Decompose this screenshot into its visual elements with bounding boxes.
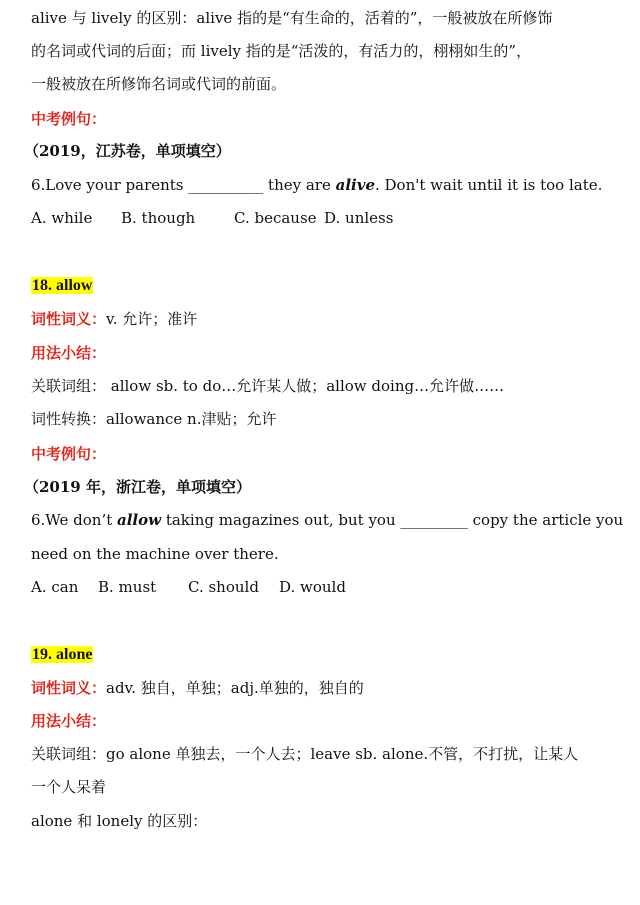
intro-line-3: 一般被放在所修饰名词或代词的前面。 (31, 75, 287, 93)
question-1-keyword: alive (335, 176, 375, 194)
entry-18-phrases: 关联词组： allow sb. to do…允许某人做；allow doing…允许做…… (31, 377, 505, 395)
question-1-stem (31, 175, 602, 195)
question-2-stem-part-b: taking magazines out, but you _________ copy the article you (161, 511, 624, 529)
question-1-stem-part-b: . Don't wait until it is too late. (374, 176, 603, 194)
question-1-option-d: D. unless (324, 209, 394, 227)
usage-summary-label-18: 用法小结： (31, 344, 107, 362)
question-1-option-b: B. though (121, 209, 196, 227)
entry-19-header (31, 644, 93, 665)
entry-19-phrases-line-1: 关联词组：go alone 单独去，一个人去；leave sb. alone.不管，不打扰，让某人 (31, 745, 579, 763)
entry-19-phrases-line-2: 一个人呆着 (31, 778, 107, 796)
entry-19-compare: alone 和 lonely 的区别： (31, 812, 208, 830)
question-1-source: （2019，江苏卷，单项填空） (24, 142, 231, 160)
usage-summary-label-19: 用法小结： (31, 712, 107, 730)
question-1-options (31, 208, 393, 228)
entry-18-conversion: 词性转换：allowance n.津贴；允许 (31, 410, 277, 428)
question-2-option-d: D. would (279, 578, 346, 596)
question-1-option-c: C. because (234, 209, 317, 227)
entry-19-meaning: adv. 独自，单独；adj.单独的，独自的 (106, 679, 364, 697)
question-1-option-a: A. while (31, 209, 93, 227)
entry-19-headword: 19. alone (32, 646, 93, 663)
question-2-stem-part-a: 6.We don’t (31, 511, 118, 529)
exam-examples-label-2: 中考例句： (31, 445, 107, 463)
intro-line-1: alive 与 lively 的区别：alive 指的是“有生命的，活着的”，一般被放在所修饰 (31, 9, 553, 27)
pos-meaning-label-18: 词性词义： (31, 310, 107, 328)
question-2-stem (31, 510, 623, 530)
entry-18-header (31, 275, 93, 296)
question-2-stem-line-2: need on the machine over there. (31, 545, 279, 563)
question-2-option-b: B. must (98, 578, 157, 596)
entry-18-headword: 18. allow (32, 277, 93, 294)
question-2-options (31, 577, 346, 597)
entry-19-meaning-line (31, 678, 364, 698)
entry-18-meaning-line (31, 309, 197, 329)
question-2-option-c: C. should (188, 578, 259, 596)
intro-line-2: 的名词或代词的后面；而 lively 指的是“活泼的，有活力的，栩栩如生的”， (31, 42, 532, 60)
question-1-stem-part-a: 6.Love your parents __________ they are (31, 176, 336, 194)
question-2-keyword: allow (117, 511, 162, 529)
question-2-source: （2019 年，浙江卷，单项填空） (24, 478, 251, 496)
pos-meaning-label-19: 词性词义： (31, 679, 107, 697)
entry-18-meaning: v. 允许；准许 (106, 310, 198, 328)
question-2-option-a: A. can (31, 578, 79, 596)
exam-examples-label-1: 中考例句： (31, 110, 107, 128)
